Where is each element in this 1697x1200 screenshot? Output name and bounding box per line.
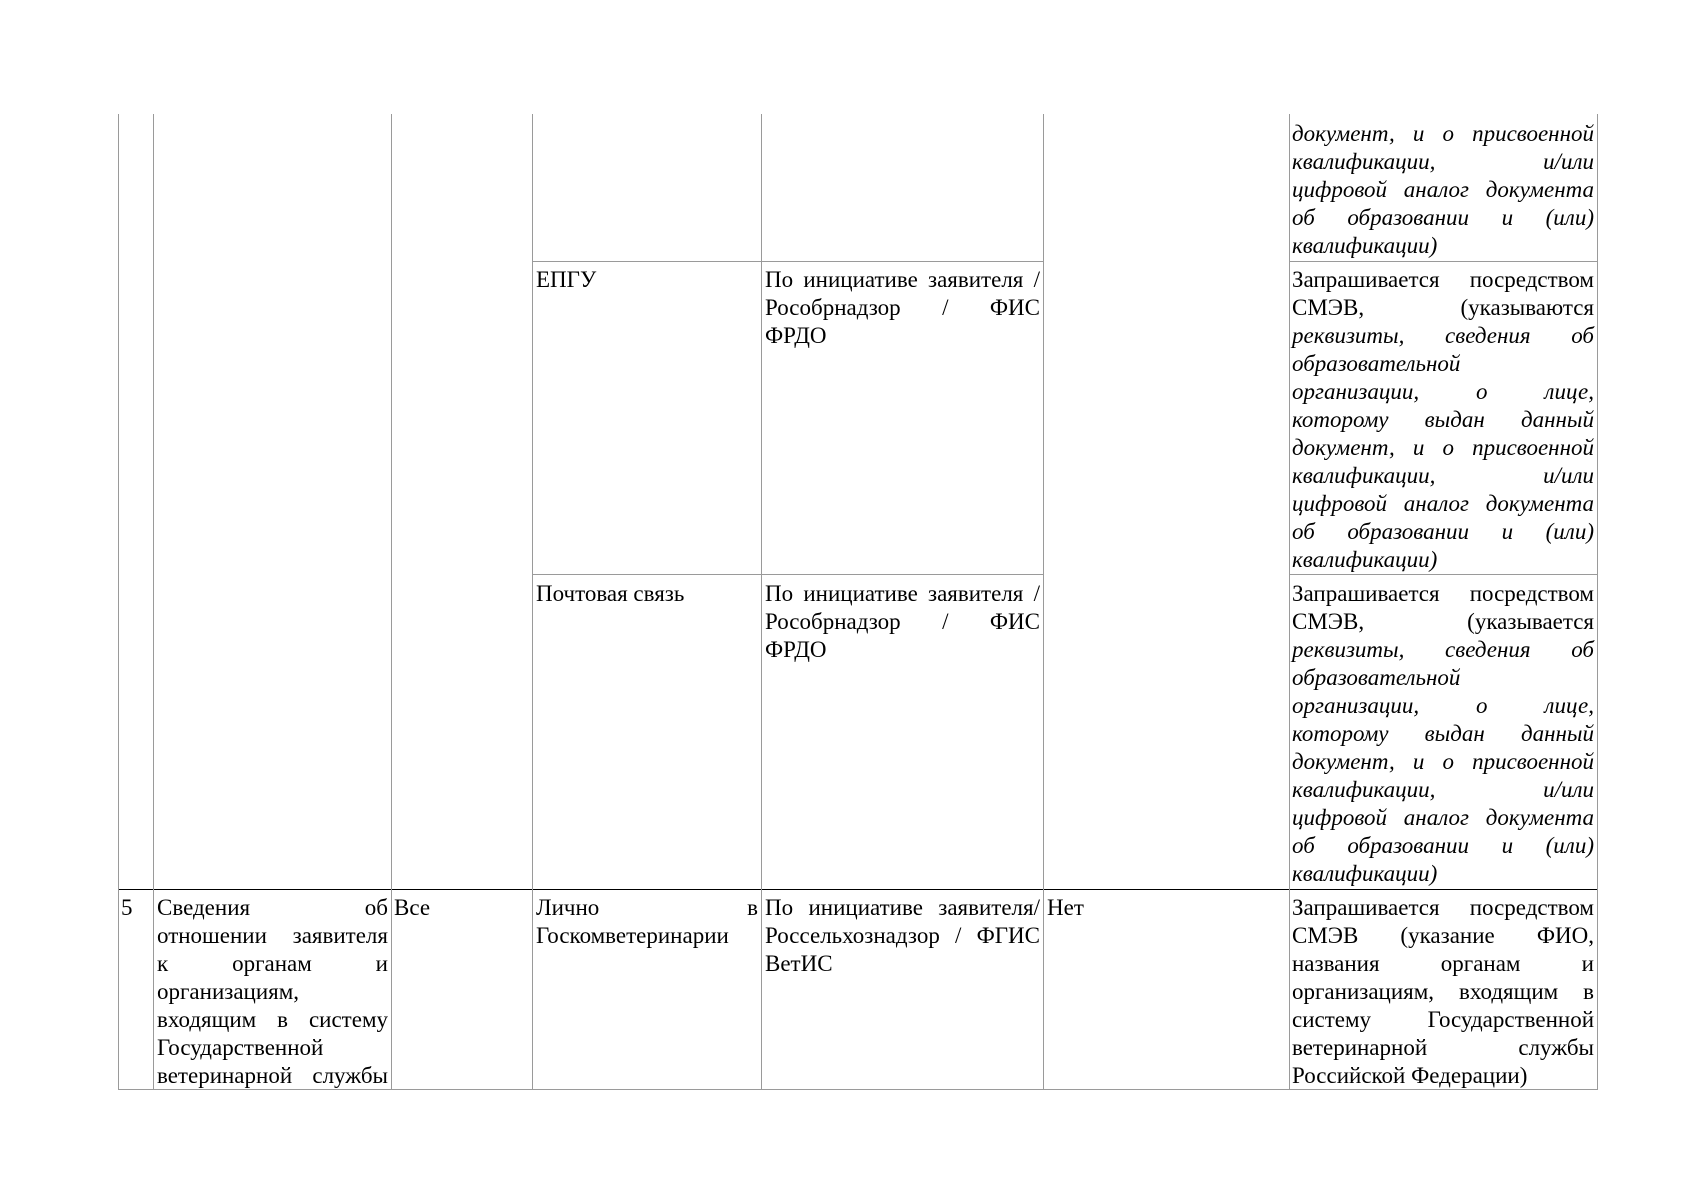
grid-line (153, 114, 154, 890)
text-line: Запрашивается посредством (1292, 581, 1594, 606)
text-line: По инициативе заявителя / (765, 581, 1040, 606)
table-cell-note-personal (1292, 894, 1594, 1090)
grid-line (118, 114, 119, 890)
text-line: ВетИС (765, 951, 833, 976)
text-line: Российской Федерации) (1292, 1063, 1528, 1088)
text-line: Лично в (536, 895, 758, 920)
text-line: Рособрнадзор / ФИС (765, 295, 1040, 320)
text-line: образовательной (1292, 351, 1461, 376)
text-line: об образовании и (или) (1292, 519, 1594, 544)
table-cell-info-name (157, 894, 388, 1090)
text-line: организации, о лице, (1292, 379, 1594, 404)
grid-line (391, 889, 392, 1090)
text-line: входящим в систему (157, 1007, 388, 1032)
text-line: Сведения об (157, 895, 388, 920)
table-cell-source-personal (765, 894, 1040, 978)
text-line: Все (394, 895, 431, 920)
text-line: ветеринарной службы (1292, 1035, 1594, 1060)
grid-line (1597, 889, 1598, 1090)
grid-line (1597, 114, 1598, 890)
table-cell-required (1047, 894, 1285, 922)
text-line: ЕПГУ (536, 267, 597, 292)
grid-line (1289, 889, 1290, 1090)
table-cell-channel-post (536, 580, 758, 608)
text-line: Госкомветеринарии (536, 923, 729, 948)
grid-line (532, 889, 533, 1090)
grid-line (532, 114, 533, 890)
text-line: документ, и о присвоенной (1292, 121, 1594, 146)
text-line: названия органам и (1292, 951, 1594, 976)
grid-line (118, 889, 1598, 890)
text-line: ФРДО (765, 637, 827, 662)
text-line: квалификации) (1292, 233, 1438, 258)
text-line: об образовании и (или) (1292, 833, 1594, 858)
text-line: Государственной (157, 1035, 324, 1060)
text-line: систему Государственной (1292, 1007, 1594, 1032)
text-line: цифровой аналог документа (1292, 177, 1594, 202)
text-line: ФРДО (765, 323, 827, 348)
table-cell-note-continued (1292, 120, 1594, 260)
grid-line (1289, 114, 1290, 890)
table-cell-channel-epgu (536, 266, 758, 294)
text-line: СМЭВ, (указывается (1292, 609, 1594, 634)
text-line: квалификации, и/или (1292, 149, 1594, 174)
text-line: образовательной (1292, 665, 1461, 690)
text-line: Запрашивается посредством (1292, 895, 1594, 920)
grid-line (761, 889, 762, 1090)
text-line: реквизиты, сведения об (1292, 323, 1594, 348)
text-line: к органам и (157, 951, 388, 976)
text-line: квалификации) (1292, 547, 1438, 572)
grid-line (1043, 889, 1044, 1090)
table-cell-who (394, 894, 529, 922)
text-line: СМЭВ (указание ФИО, (1292, 923, 1594, 948)
grid-line (532, 574, 1043, 575)
grid-line (1289, 574, 1598, 575)
grid-line (118, 889, 119, 1090)
text-line: цифровой аналог документа (1292, 491, 1594, 516)
text-line: которому выдан данный (1292, 407, 1594, 432)
text-line: организации, о лице, (1292, 693, 1594, 718)
table-cell-source-epgu (765, 266, 1040, 350)
grid-line (153, 889, 154, 1090)
grid-line (761, 114, 762, 890)
grid-line (532, 261, 1043, 262)
table-cell-channel-personal (536, 894, 758, 950)
grid-line (1043, 114, 1044, 890)
text-line: реквизиты, сведения об (1292, 637, 1594, 662)
text-line: Нет (1047, 895, 1084, 920)
grid-line (391, 114, 392, 890)
table-cell-note-post (1292, 580, 1594, 888)
text-line: По инициативе заявителя / (765, 267, 1040, 292)
text-line: Рособрнадзор / ФИС (765, 609, 1040, 634)
text-line: документ, и о присвоенной (1292, 749, 1594, 774)
table-cell-source-post (765, 580, 1040, 664)
text-line: Россельхознадзор / ФГИС (765, 923, 1040, 948)
text-line: СМЭВ, (указываются (1292, 295, 1594, 320)
text-line: ветеринарной службы (157, 1063, 388, 1088)
text-line: отношении заявителя (157, 923, 388, 948)
text-line: квалификации, и/или (1292, 777, 1594, 802)
table-cell-row-number (121, 894, 151, 922)
text-line: 5 (121, 895, 133, 920)
text-line: об образовании и (или) (1292, 205, 1594, 230)
text-line: По инициативе заявителя/ (765, 895, 1040, 920)
text-line: цифровой аналог документа (1292, 805, 1594, 830)
grid-line (1289, 261, 1598, 262)
text-line: квалификации, и/или (1292, 463, 1594, 488)
text-line: Почтовая связь (536, 581, 685, 606)
text-line: организациям, (157, 979, 300, 1004)
text-line: организациям, входящим в (1292, 979, 1594, 1004)
table-cell-note-epgu (1292, 266, 1594, 574)
text-line: документ, и о присвоенной (1292, 435, 1594, 460)
text-line: Запрашивается посредством (1292, 267, 1594, 292)
text-line: которому выдан данный (1292, 721, 1594, 746)
text-line: квалификации) (1292, 861, 1438, 886)
